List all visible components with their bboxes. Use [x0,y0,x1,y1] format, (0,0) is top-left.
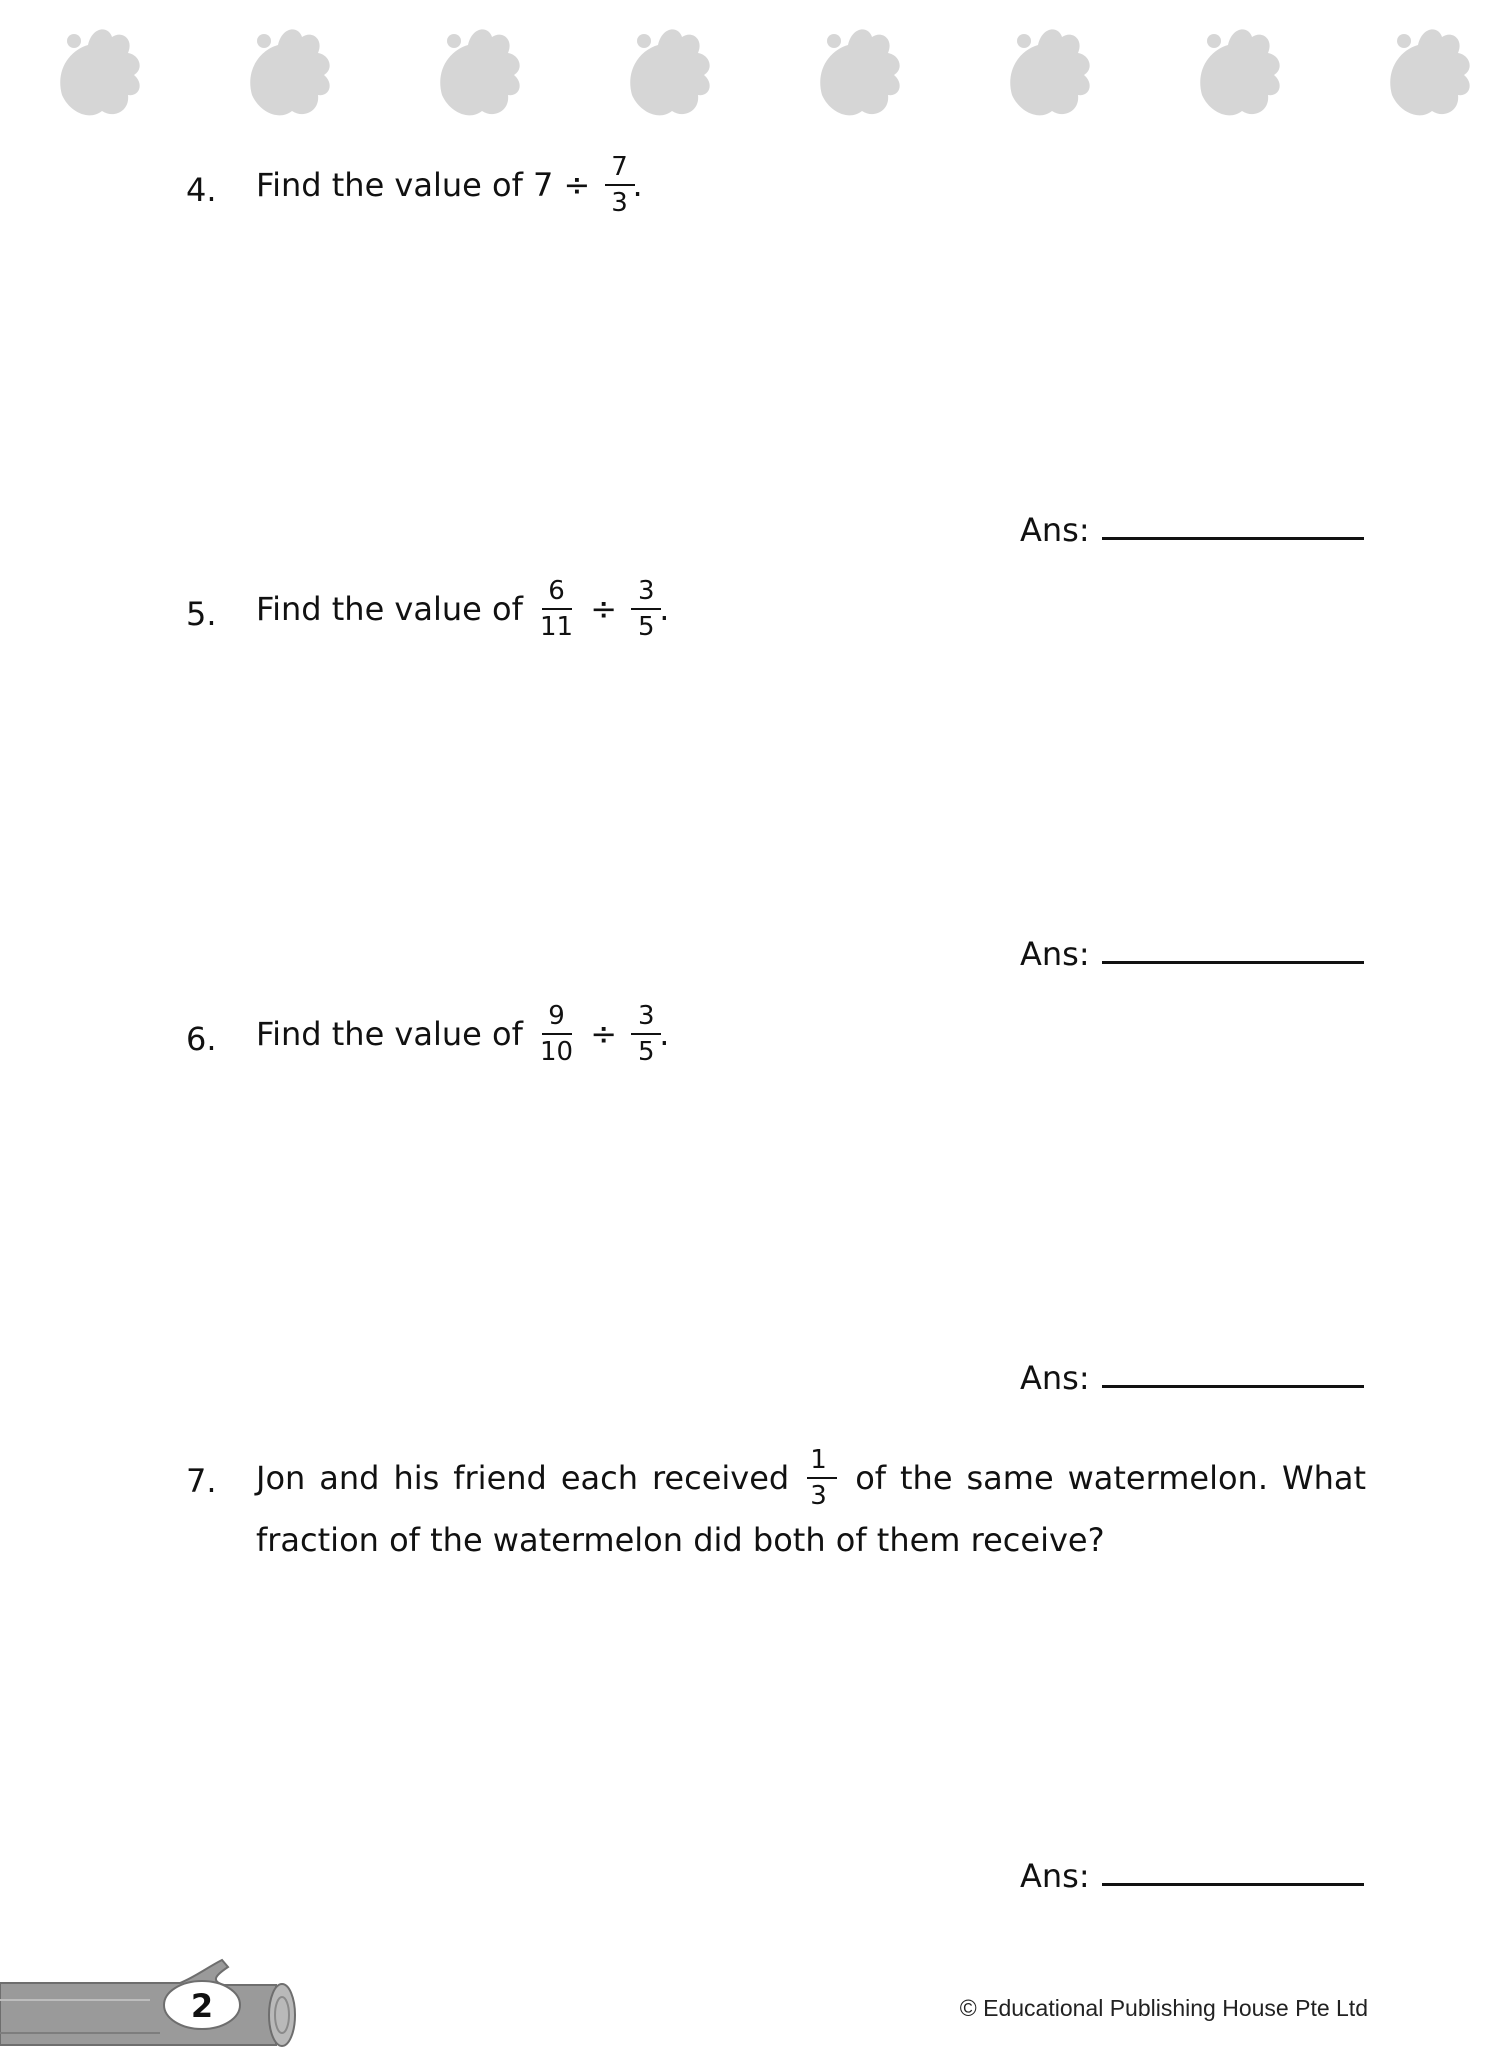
answer-line[interactable] [1102,961,1364,964]
fraction-denominator: 5 [637,1037,655,1067]
question-number: 7. [186,1462,217,1500]
fraction [605,153,635,217]
question-line [256,1445,1367,1512]
paw-print-border [0,20,1497,130]
paw-icon [630,29,709,115]
paw-icon [1010,29,1089,115]
paw-icon [440,29,519,115]
fraction-denominator: 3 [810,1481,827,1511]
question-suffix: . [659,1015,670,1053]
question-number: 6. [186,1020,217,1058]
question-text [256,152,643,219]
question-number: 4. [186,171,217,209]
question-number: 5. [186,595,217,633]
answer-line[interactable] [1102,537,1364,540]
question-prefix: Find the value of [256,1015,523,1053]
question-text-part: Jon and his friend each received [256,1459,790,1497]
fraction-numerator: 3 [631,577,661,610]
page-number: 2 [190,1987,214,2025]
answer-line[interactable] [1102,1385,1364,1388]
answer-label: Ans: [1020,935,1090,973]
answer-label: Ans: [1020,1359,1090,1397]
question-prefix: Find the value of [256,590,523,628]
fraction [807,1446,837,1510]
fraction [631,577,661,641]
question-prefix: Find the value of 7 ÷ [256,166,591,204]
question-suffix: . [632,166,643,204]
fraction-denominator: 10 [540,1037,574,1067]
fraction-numerator: 3 [631,1002,661,1035]
fraction-numerator: 9 [542,1002,572,1035]
question-text [256,1445,1367,1568]
fraction [537,577,576,641]
fraction-denominator: 5 [637,612,655,642]
paw-icon [820,29,899,115]
question-suffix: . [659,590,670,628]
log-icon [0,1945,300,2055]
copyright-text: © Educational Publishing House Pte Ltd [959,1995,1368,2021]
fraction-numerator: 6 [542,577,572,610]
answer-label: Ans: [1020,1857,1090,1895]
paw-icon [1200,29,1279,115]
answer-line[interactable] [1102,1883,1364,1886]
question-text-part: of the same watermelon. What [855,1459,1367,1497]
division-operator: ÷ [590,1015,618,1053]
answer-label: Ans: [1020,511,1090,549]
division-operator: ÷ [590,590,618,628]
question-line: fraction of the watermelon did both of them receive? [256,1521,1105,1559]
fraction-denominator: 11 [540,612,574,642]
paw-icon [250,29,329,115]
fraction [537,1002,576,1066]
paw-icon [60,29,139,115]
question-text [256,576,670,643]
paw-icon [1390,29,1469,115]
fraction [631,1002,661,1066]
fraction-numerator: 1 [807,1446,837,1479]
question-text [256,1001,670,1068]
fraction-denominator: 3 [611,188,628,218]
fraction-numerator: 7 [605,153,635,186]
